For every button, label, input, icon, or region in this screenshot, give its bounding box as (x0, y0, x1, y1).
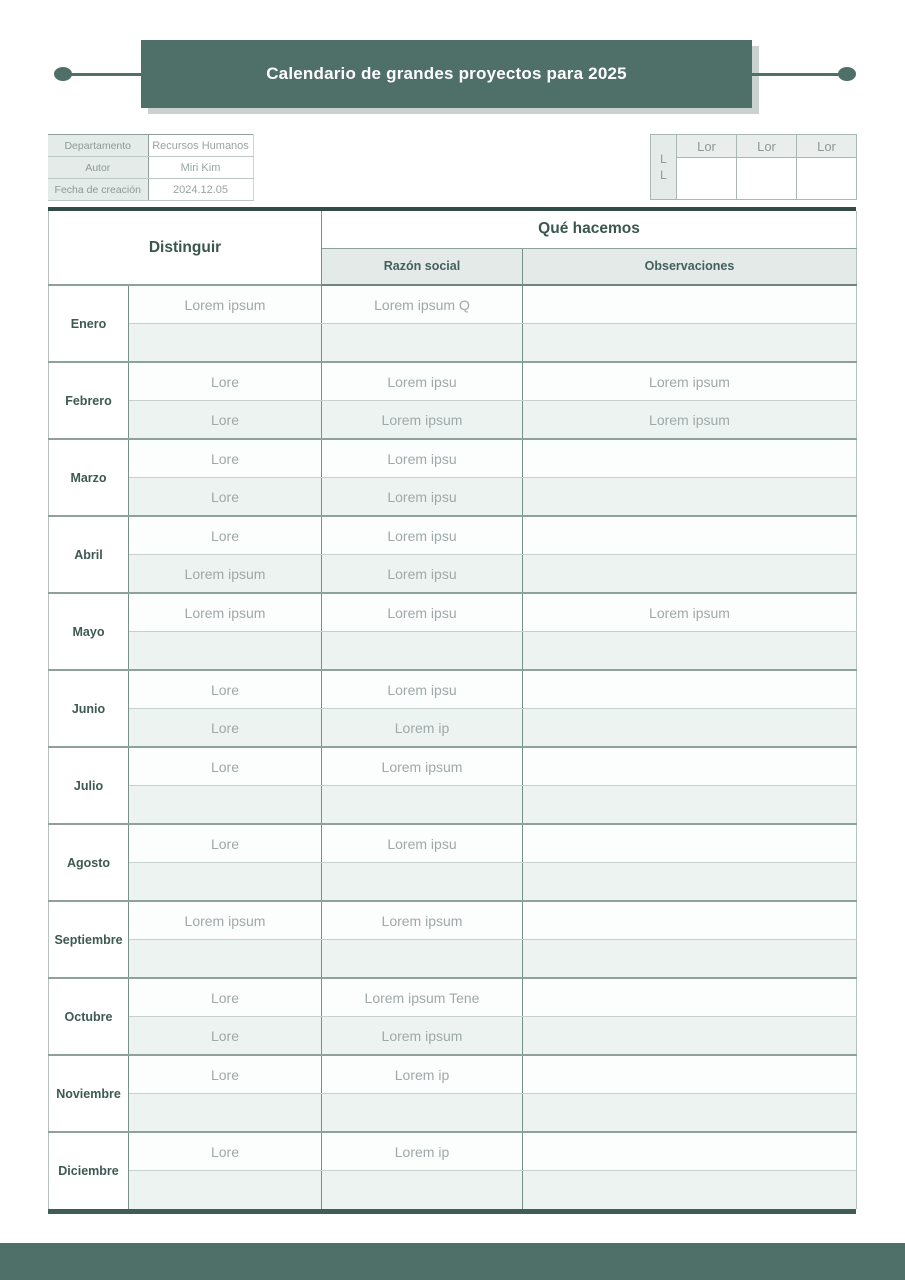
legend-column-header: Lor (677, 135, 737, 158)
calendar-table-wrap (48, 207, 856, 1214)
legend-body-row (651, 158, 857, 200)
right-connector-dot (838, 67, 856, 81)
month-row (49, 439, 857, 478)
month-label: Febrero (49, 362, 129, 439)
razon-social-cell: Lorem ipsu (322, 593, 523, 632)
month-row (49, 516, 857, 555)
info-row (48, 135, 253, 157)
legend-header-row (651, 135, 857, 158)
distinguir-cell: Lore (129, 1132, 322, 1171)
observaciones-cell (523, 555, 857, 594)
header-row-1 (49, 211, 857, 248)
legend-empty-cell (737, 158, 797, 200)
month-row (49, 1017, 857, 1056)
month-row (49, 593, 857, 632)
distinguir-cell: Lore (129, 362, 322, 401)
distinguir-cell: Lore (129, 978, 322, 1017)
document-info-table (48, 134, 254, 201)
month-row (49, 1094, 857, 1133)
distinguir-cell (129, 940, 322, 979)
razon-social-cell (322, 863, 523, 902)
month-row (49, 670, 857, 709)
razon-social-cell: Lorem ipsu (322, 439, 523, 478)
razon-social-cell: Lorem ipsu (322, 555, 523, 594)
razon-social-cell (322, 786, 523, 825)
razon-social-cell: Lorem ip (322, 709, 523, 748)
observaciones-cell (523, 1017, 857, 1056)
legend-table (650, 134, 857, 200)
razon-social-cell: Lorem ipsu (322, 362, 523, 401)
distinguir-cell: Lore (129, 516, 322, 555)
legend-column-header: Lor (797, 135, 857, 158)
month-label: Septiembre (49, 901, 129, 978)
distinguir-cell (129, 632, 322, 671)
distinguir-cell (129, 1171, 322, 1210)
razon-social-cell (322, 632, 523, 671)
observaciones-cell (523, 670, 857, 709)
month-label: Diciembre (49, 1132, 129, 1209)
razon-social-cell (322, 940, 523, 979)
month-row (49, 324, 857, 363)
right-connector-line (752, 73, 846, 76)
info-label: Autor (48, 157, 148, 179)
distinguir-cell (129, 1094, 322, 1133)
info-label: Departamento (48, 135, 148, 157)
month-label: Marzo (49, 439, 129, 516)
que-hacemos-header: Qué hacemos (322, 211, 857, 248)
distinguir-cell: Lorem ipsum (129, 555, 322, 594)
distinguir-cell: Lore (129, 478, 322, 517)
info-value: 2024.12.05 (148, 179, 253, 201)
month-row (49, 901, 857, 940)
month-row (49, 285, 857, 324)
observaciones-cell (523, 709, 857, 748)
distinguir-cell (129, 863, 322, 902)
observaciones-header: Observaciones (523, 248, 857, 285)
month-row (49, 747, 857, 786)
observaciones-cell (523, 1171, 857, 1210)
observaciones-cell: Lorem ipsum (523, 593, 857, 632)
observaciones-cell (523, 324, 857, 363)
razon-social-cell: Lorem ipsum (322, 747, 523, 786)
razon-social-cell: Lorem ipsum (322, 901, 523, 940)
distinguir-cell: Lorem ipsum (129, 285, 322, 324)
distinguir-cell: Lore (129, 670, 322, 709)
month-row (49, 1171, 857, 1210)
info-value: Miri Kim (148, 157, 253, 179)
razon-social-cell: Lorem ipsum Tene (322, 978, 523, 1017)
distinguir-cell: Lorem ipsum (129, 901, 322, 940)
observaciones-cell (523, 978, 857, 1017)
month-row (49, 1055, 857, 1094)
month-label: Junio (49, 670, 129, 747)
observaciones-cell (523, 1055, 857, 1094)
month-row (49, 786, 857, 825)
razon-social-cell (322, 1171, 523, 1210)
month-label: Agosto (49, 824, 129, 901)
info-row (48, 157, 253, 179)
month-row (49, 978, 857, 1017)
razon-social-cell: Lorem ipsum Q (322, 285, 523, 324)
title-banner (141, 40, 752, 108)
legend-label-line: L (660, 151, 667, 166)
razon-social-cell (322, 1094, 523, 1133)
distinguir-cell: Lore (129, 824, 322, 863)
observaciones-cell (523, 824, 857, 863)
observaciones-cell (523, 632, 857, 671)
observaciones-cell (523, 747, 857, 786)
distinguir-cell: Lore (129, 1017, 322, 1056)
observaciones-cell (523, 786, 857, 825)
legend-label-line: L (660, 168, 667, 182)
observaciones-cell (523, 863, 857, 902)
distinguir-cell: Lorem ipsum (129, 593, 322, 632)
observaciones-cell: Lorem ipsum (523, 362, 857, 401)
month-row (49, 362, 857, 401)
legend-column-header: Lor (737, 135, 797, 158)
table-bottom-border (48, 1209, 856, 1214)
razon-social-cell: Lorem ipsum (322, 1017, 523, 1056)
razon-social-cell: Lorem ipsu (322, 824, 523, 863)
observaciones-cell (523, 1094, 857, 1133)
month-row (49, 940, 857, 979)
distinguir-header: Distinguir (49, 211, 322, 285)
observaciones-cell (523, 940, 857, 979)
razon-social-cell: Lorem ip (322, 1132, 523, 1171)
month-label: Octubre (49, 978, 129, 1055)
observaciones-cell: Lorem ipsum (523, 401, 857, 440)
left-connector-line (62, 73, 141, 76)
legend-empty-cell (797, 158, 857, 200)
calendar-table (48, 211, 857, 1209)
razon-social-cell: Lorem ip (322, 1055, 523, 1094)
month-label: Enero (49, 285, 129, 362)
razon-social-cell: Lorem ipsu (322, 516, 523, 555)
distinguir-cell: Lore (129, 401, 322, 440)
legend-row-label (651, 135, 677, 200)
observaciones-cell (523, 516, 857, 555)
observaciones-cell (523, 439, 857, 478)
info-value: Recursos Humanos (148, 135, 253, 157)
info-row (48, 179, 253, 201)
month-row (49, 1132, 857, 1171)
razon-social-header: Razón social (322, 248, 523, 285)
distinguir-cell: Lore (129, 1055, 322, 1094)
razon-social-cell: Lorem ipsu (322, 670, 523, 709)
footer-bar (0, 1243, 905, 1280)
distinguir-cell: Lore (129, 439, 322, 478)
razon-social-cell (322, 324, 523, 363)
month-row (49, 824, 857, 863)
distinguir-cell (129, 324, 322, 363)
observaciones-cell (523, 1132, 857, 1171)
month-row (49, 401, 857, 440)
month-label: Julio (49, 747, 129, 824)
distinguir-cell: Lore (129, 709, 322, 748)
distinguir-cell (129, 786, 322, 825)
razon-social-cell: Lorem ipsum (322, 401, 523, 440)
razon-social-cell: Lorem ipsu (322, 478, 523, 517)
month-row (49, 632, 857, 671)
month-row (49, 709, 857, 748)
page-title: Calendario de grandes proyectos para 2025 (266, 64, 627, 83)
observaciones-cell (523, 285, 857, 324)
month-label: Abril (49, 516, 129, 593)
legend-empty-cell (677, 158, 737, 200)
month-row (49, 478, 857, 517)
distinguir-cell: Lore (129, 747, 322, 786)
month-row (49, 555, 857, 594)
info-label: Fecha de creación (48, 179, 148, 201)
observaciones-cell (523, 901, 857, 940)
month-label: Noviembre (49, 1055, 129, 1132)
month-row (49, 863, 857, 902)
month-label: Mayo (49, 593, 129, 670)
observaciones-cell (523, 478, 857, 517)
